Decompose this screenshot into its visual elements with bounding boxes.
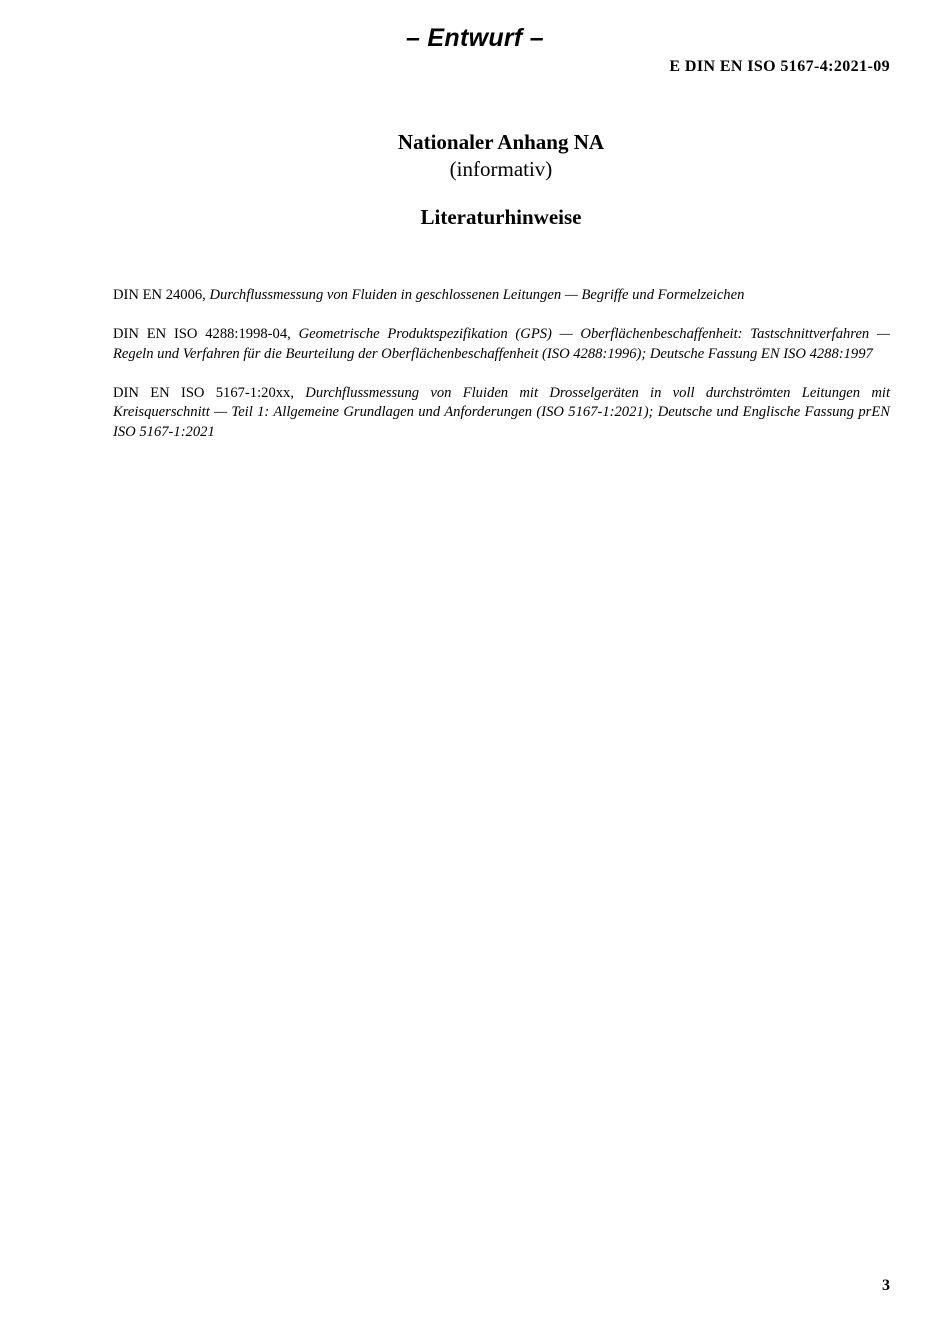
reference-designation: DIN EN ISO 4288:1998-04, [113,326,291,342]
reference-item [113,384,890,443]
reference-designation: DIN EN ISO 5167-1:20xx, [113,384,294,401]
reference-title: Durchflussmessung von Fluiden mit Drosselgeräten in voll durchströmten Leitungen mit Kreisquerschnitt — Teil 1: Allgemeine Grundlagen und Anforderungen (ISO 5167-1:2021); Deutsche und Englische Fassung prEN ISO 5167-1:2021 [113,384,891,440]
reference-list [113,286,890,462]
annex-title: Nationaler Anhang NA [397,130,605,154]
document-identifier: E DIN EN ISO 5167-4:2021-09 [669,58,890,75]
reference-title: Geometrische Produktspezifikation (GPS) — Oberflächenbeschaffenheit: Tastschnittverfahren — Regeln und Verfahren für die Beurteilung der Oberflächenbeschaffenheit (ISO 4288:1996); Deutsche Fassung EN ISO 4288:1997 [113,326,890,362]
page-number: 3 [882,1277,890,1294]
annex-subtitle: (informativ) [449,157,553,181]
bibliography-heading: Literaturhinweise [420,205,582,229]
draft-watermark-heading: – Entwurf – [405,24,545,52]
reference-item [113,325,890,364]
reference-item [113,286,890,306]
reference-title: Durchflussmessung von Fluiden in geschlossenen Leitungen — Begriffe und Formelzeichen [209,287,745,303]
reference-designation: DIN EN 24006, [113,287,206,303]
